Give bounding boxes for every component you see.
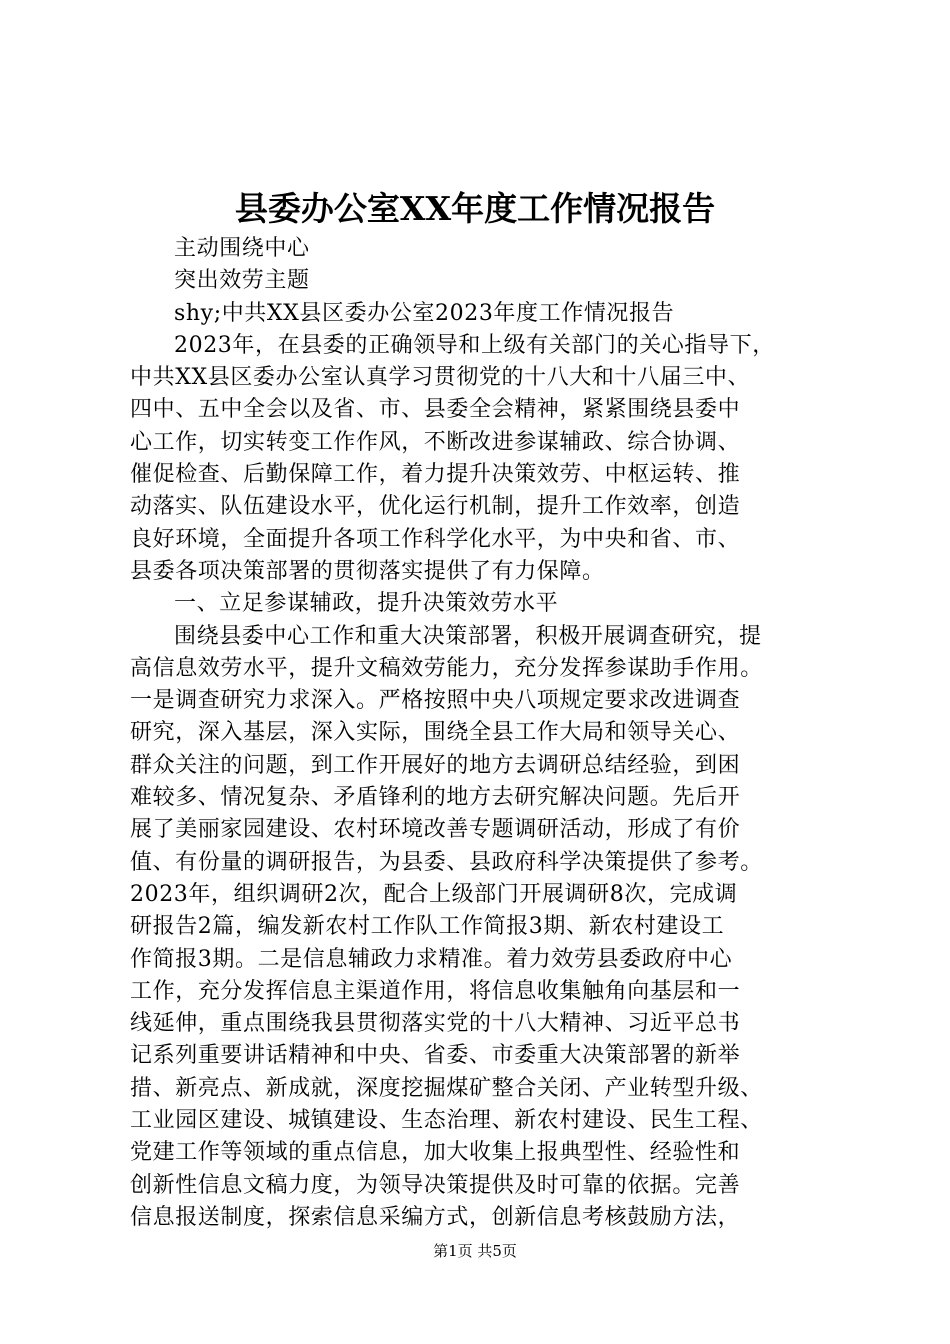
body-line: 党建工作等领域的重点信息，加大收集上报典型性、经验性和 <box>130 1140 741 1166</box>
body-line: 动落实、队伍建设水平，优化运行机制，提升工作效率，创造 <box>130 494 741 520</box>
body-line: 突出效劳主题 <box>174 268 310 294</box>
body-line: 展了美丽家园建设、农村环境改善专题调研活动，形成了有价 <box>130 817 741 843</box>
document-body <box>130 233 830 1234</box>
body-line: 措、新亮点、新成就，深度挖掘煤矿整合关闭、产业转型升级、 <box>130 1075 763 1101</box>
body-line: 主动围绕中心 <box>174 236 310 261</box>
body-line: 高信息效劳水平，提升文稿效劳能力，充分发挥参谋助手作用。 <box>130 655 763 681</box>
body-line: 2023年，组织调研2次，配合上级部门开展调研8次，完成调 <box>130 881 738 907</box>
body-line: 工作，充分发挥信息主渠道作用，将信息收集触角向基层和一 <box>130 978 741 1004</box>
body-line: 2023年，在县委的正确领导和上级有关部门的关心指导下， <box>174 332 775 358</box>
body-line: 线延伸，重点围绕我县贯彻落实党的十八大精神、习近平总书 <box>130 1011 741 1037</box>
body-line: 信息报送制度，探索信息采编方式，创新信息考核鼓励方法， <box>130 1204 741 1230</box>
body-line: 中共XX县区委办公室认真学习贯彻党的十八大和十八届三中、 <box>130 365 751 391</box>
body-line: 创新性信息文稿力度，为领导决策提供及时可靠的依据。完善 <box>130 1172 741 1198</box>
body-line: 作简报3期。二是信息辅政力求精准。着力效劳县委政府中心 <box>130 946 733 972</box>
body-line: 围绕县委中心工作和重大决策部署，积极开展调查研究，提 <box>174 623 762 649</box>
body-line: 难较多、情况复杂、矛盾锋利的地方去研究解决问题。先后开 <box>130 785 741 811</box>
body-line: 良好环境，全面提升各项工作科学化水平，为中央和省、市、 <box>130 526 741 552</box>
body-line: 县委各项决策部署的贯彻落实提供了有力保障。 <box>130 558 605 584</box>
body-line: 一、立足参谋辅政，提升决策效劳水平 <box>174 591 559 617</box>
body-line: 工业园区建设、城镇建设、生态治理、新农村建设、民生工程、 <box>130 1108 763 1134</box>
document-title: 县委办公室XX年度工作情况报告 <box>234 189 716 228</box>
body-line: 催促检查、后勤保障工作，着力提升决策效劳、中枢运转、推 <box>130 462 741 488</box>
body-line: 记系列重要讲话精神和中央、省委、市委重大决策部署的新举 <box>130 1043 741 1069</box>
body-line: 四中、五中全会以及省、市、县委全会精神，紧紧围绕县委中 <box>130 397 741 423</box>
body-line: 值、有份量的调研报告，为县委、县政府科学决策提供了参考。 <box>130 849 763 875</box>
body-line: 一是调查研究力求深入。严格按照中央八项规定要求改进调查 <box>130 688 741 714</box>
body-line: 群众关注的问题，到工作开展好的地方去调研总结经验，到困 <box>130 752 741 778</box>
body-line: 心工作，切实转变工作作风，不断改进参谋辅政、综合协调、 <box>130 429 741 455</box>
body-line: 研报告2篇，编发新农村工作队工作简报3期、新农村建设工 <box>130 914 725 940</box>
page-footer: 第1页 共5页 <box>433 1242 517 1260</box>
body-line: 研究，深入基层，深入实际，围绕全县工作大局和领导关心、 <box>130 720 741 746</box>
body-line: shy;中共XX县区委办公室2023年度工作情况报告 <box>174 300 675 326</box>
